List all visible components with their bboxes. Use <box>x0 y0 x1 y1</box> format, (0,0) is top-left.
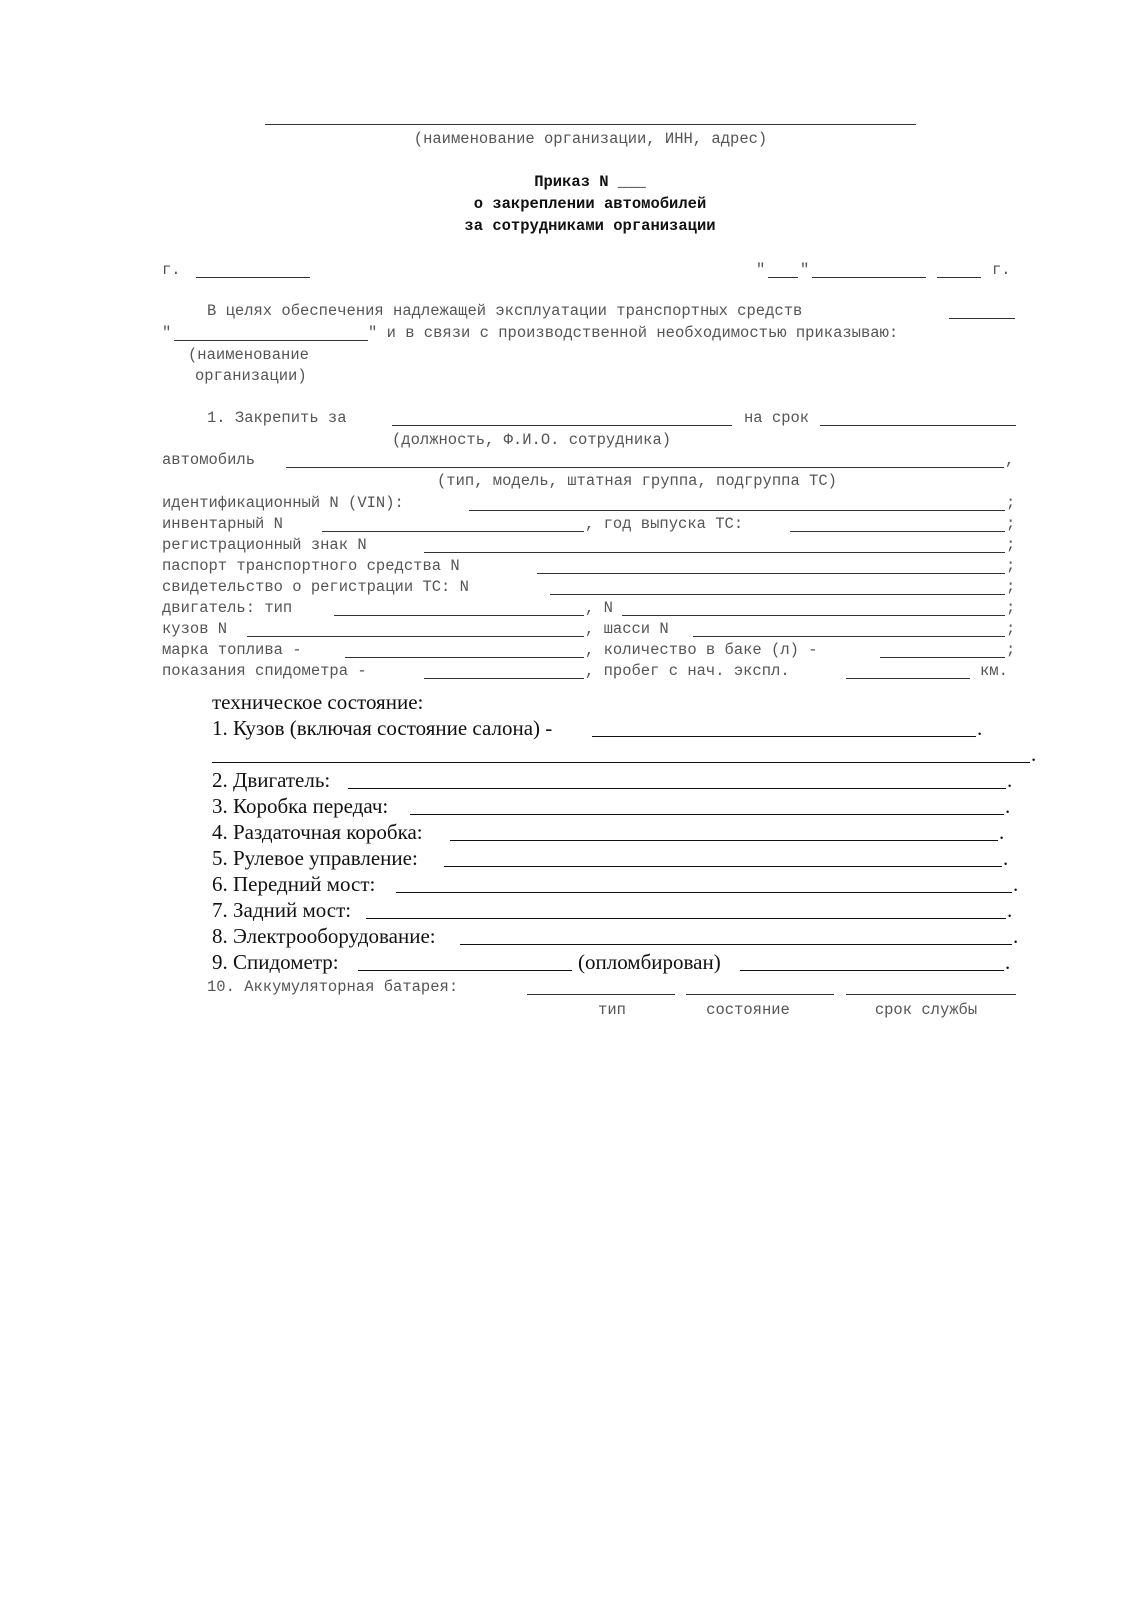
fuel-label: марка топлива - <box>162 641 302 659</box>
item1-label: 1. Закрепить за <box>207 409 347 427</box>
engine-type-line <box>334 615 584 616</box>
city-line <box>196 277 310 278</box>
tech-rear-axle-line <box>366 918 1006 919</box>
battery-state-line <box>686 994 834 995</box>
reg-cert-end: ; <box>1006 578 1016 596</box>
tech-electrical-end: . <box>1013 924 1019 948</box>
tech-speedometer-label: 9. Спидометр: <box>212 950 339 974</box>
tech-steering-label: 5. Рулевое управление: <box>212 846 418 870</box>
tech-gearbox-line <box>410 814 1004 815</box>
item1-employee-caption: (должность, Ф.И.О. сотрудника) <box>392 431 672 449</box>
passport-end: ; <box>1006 557 1016 575</box>
tech-engine-line <box>348 788 1006 789</box>
reg-plate-label: регистрационный знак N <box>162 536 367 554</box>
org-name-line <box>265 124 916 125</box>
intro-line-blank <box>949 318 1015 319</box>
body-number-line <box>247 636 584 637</box>
item1-term-line <box>820 425 1016 426</box>
date-quote-close: " <box>800 261 810 279</box>
tech-rear-axle-label: 7. Задний мост: <box>212 898 352 922</box>
reg-plate-end: ; <box>1006 536 1016 554</box>
intro-caption-2: организации) <box>195 367 307 385</box>
city-prefix: г. <box>162 261 181 279</box>
engine-end: ; <box>1006 599 1016 617</box>
inventory-end: ; <box>1006 515 1016 533</box>
battery-life-caption: срок службы <box>874 1001 978 1019</box>
battery-label: 10. Аккумуляторная батарея: <box>207 978 459 996</box>
battery-life-line <box>846 994 1016 995</box>
vin-line <box>469 510 1005 511</box>
tech-state-title: техническое состояние: <box>212 690 424 714</box>
tech-front-axle-end: . <box>1013 872 1019 896</box>
year-label: , год выпуска ТС: <box>585 515 744 533</box>
tech-speedometer-end: . <box>1005 950 1011 974</box>
tech-steering-line <box>444 866 1002 867</box>
intro-quote-open: " <box>162 324 172 342</box>
tech-gearbox-end: . <box>1005 794 1011 818</box>
fuel-end: ; <box>1006 641 1016 659</box>
tech-front-axle-label: 6. Передний мост: <box>212 872 376 896</box>
tech-gearbox-label: 3. Коробка передач: <box>212 794 389 818</box>
date-month-line <box>812 277 926 278</box>
tech-front-axle-line <box>396 892 1012 893</box>
tech-body-label: 1. Кузов (включая состояние салона) - <box>212 716 553 740</box>
order-subtitle-2: за сотрудниками организации <box>464 217 716 235</box>
mileage-line <box>846 678 970 679</box>
chassis-line <box>693 636 1005 637</box>
tech-engine-end: . <box>1007 768 1013 792</box>
engine-type-label: двигатель: тип <box>162 599 293 617</box>
date-quote-open: " <box>756 261 766 279</box>
tech-transfer-line <box>450 840 998 841</box>
tech-body-line <box>592 736 976 737</box>
battery-type-line <box>527 994 675 995</box>
item1-employee-line <box>392 425 732 426</box>
battery-type-caption: тип <box>598 1001 626 1019</box>
fuel-line <box>345 657 584 658</box>
tech-body-end: . <box>977 716 983 740</box>
reg-cert-label: свидетельство о регистрации ТС: N <box>162 578 469 596</box>
reg-plate-line <box>424 552 1005 553</box>
org-caption: (наименование организации, ИНН, адрес) <box>413 130 768 148</box>
inventory-line <box>322 531 584 532</box>
intro-line-1: В целях обеспечения надлежащей эксплуатации транспортных средств <box>207 302 803 320</box>
intro-caption-1: (наименование <box>188 346 309 364</box>
tech-rear-axle-end: . <box>1007 898 1013 922</box>
mileage-label: , пробег с нач. экспл. <box>585 662 790 680</box>
tank-line <box>880 657 1005 658</box>
tech-speedometer-line-1 <box>358 970 572 971</box>
intro-org-line <box>174 340 368 341</box>
mileage-unit: км. <box>980 662 1008 680</box>
body-end: ; <box>1006 620 1016 638</box>
vin-end: ; <box>1006 494 1016 512</box>
car-comma: , <box>1005 451 1015 469</box>
tech-body-end-2: . <box>1031 742 1037 766</box>
car-label: автомобиль <box>162 451 256 469</box>
tech-steering-end: . <box>1003 846 1009 870</box>
chassis-label: , шасси N <box>585 620 669 638</box>
tech-speedometer-sealed: (опломбирован) <box>578 950 721 974</box>
date-day-line <box>768 277 798 278</box>
battery-state-caption: состояние <box>706 1001 790 1019</box>
tech-engine-label: 2. Двигатель: <box>212 768 331 792</box>
speedo-reading-line <box>424 678 584 679</box>
order-title: Приказ N ___ <box>534 173 646 191</box>
engine-number-line <box>622 615 1005 616</box>
car-line <box>286 467 1004 468</box>
engine-number-label: , N <box>585 599 613 617</box>
date-year-line <box>937 277 981 278</box>
tech-electrical-label: 8. Электрооборудование: <box>212 924 436 948</box>
tech-transfer-end: . <box>999 820 1005 844</box>
vin-label: идентификационный N (VIN): <box>162 494 404 512</box>
tech-electrical-line <box>460 944 1012 945</box>
tank-label: , количество в баке (л) - <box>585 641 818 659</box>
reg-cert-line <box>550 594 1005 595</box>
intro-line-2: " и в связи с производственной необходимостью приказываю: <box>368 324 899 342</box>
inventory-label: инвентарный N <box>162 515 283 533</box>
body-number-label: кузов N <box>162 620 228 638</box>
speedo-reading-label: показания спидометра - <box>162 662 367 680</box>
order-subtitle-1: о закреплении автомобилей <box>473 195 707 213</box>
tech-body-line-2 <box>212 762 1030 763</box>
year-line <box>790 531 1005 532</box>
tech-transfer-label: 4. Раздаточная коробка: <box>212 820 423 844</box>
car-caption: (тип, модель, штатная группа, подгруппа ТС) <box>437 472 837 490</box>
passport-label: паспорт транспортного средства N <box>162 557 460 575</box>
tech-speedometer-line-2 <box>740 970 1004 971</box>
item1-term-label: на срок <box>744 409 810 427</box>
passport-line <box>537 573 1005 574</box>
date-suffix: г. <box>992 261 1011 279</box>
